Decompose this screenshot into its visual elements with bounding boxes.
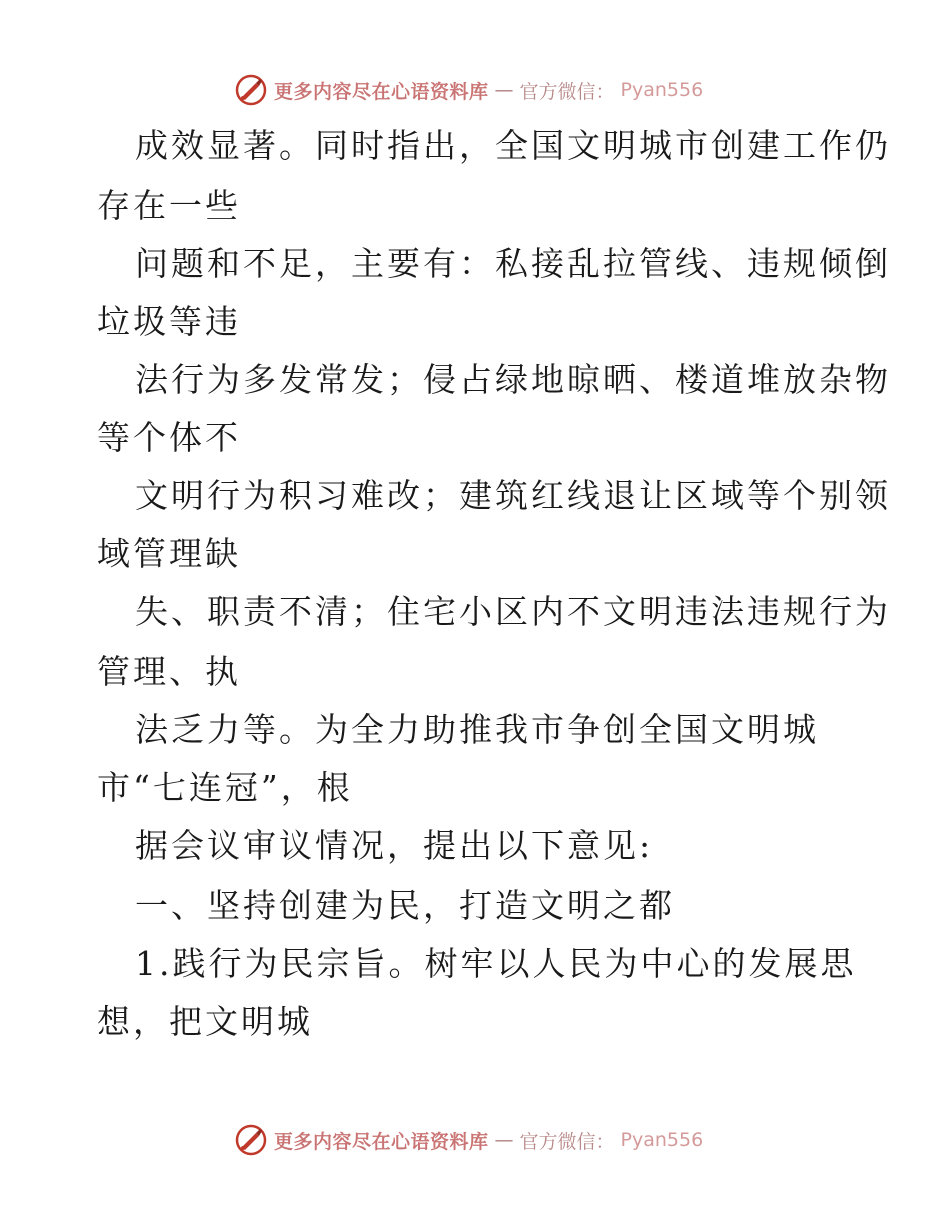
watermark-official-label: 官方微信： xyxy=(519,1130,615,1153)
text-line: 问题和不足，主要有：私接乱拉管线、违规倾倒 xyxy=(135,244,891,283)
text-line: 想，把文明城 xyxy=(97,1002,313,1041)
text-line: 法行为多发常发；侵占绿地晾晒、楼道堆放杂物 xyxy=(135,360,891,399)
text-line: 市“七连冠”，根 xyxy=(97,768,353,807)
watermark-title: 更多内容尽在心语资料库 xyxy=(274,1130,489,1153)
text-line: 据会议审议情况，提出以下意见: xyxy=(135,826,654,865)
text-line: 1.践行为民宗旨。树牢以人民为中心的发展思 xyxy=(135,944,857,983)
text-line: 等个体不 xyxy=(97,418,241,457)
pen-logo-icon xyxy=(234,1123,268,1157)
text-line: 法乏力等。为全力助推我市争创全国文明城 xyxy=(135,710,819,749)
text-line: 一、坚持创建为民，打造文明之都 xyxy=(135,886,675,925)
text-line: 管理、执 xyxy=(97,652,241,691)
watermark-wechat-id: Pyan556 xyxy=(620,79,704,101)
pen-logo-icon xyxy=(234,73,268,107)
watermark-title: 更多内容尽在心语资料库 xyxy=(274,80,489,103)
footer-watermark xyxy=(234,1122,703,1158)
header-watermark xyxy=(234,72,703,108)
watermark-dash: — xyxy=(494,1129,514,1151)
text-line: 文明行为积习难改；建筑红线退让区域等个别领 xyxy=(135,476,891,515)
watermark-official-label: 官方微信： xyxy=(519,80,615,103)
watermark-dash: — xyxy=(494,79,514,101)
text-line: 成效显著。同时指出，全国文明城市创建工作仍 xyxy=(135,126,891,165)
watermark-wechat-id: Pyan556 xyxy=(620,1129,704,1151)
text-line: 域管理缺 xyxy=(97,534,241,573)
text-line: 存在一些 xyxy=(97,186,241,225)
text-line: 失、职责不清；住宅小区内不文明违法违规行为 xyxy=(135,592,891,631)
text-line: 垃圾等违 xyxy=(97,302,241,341)
